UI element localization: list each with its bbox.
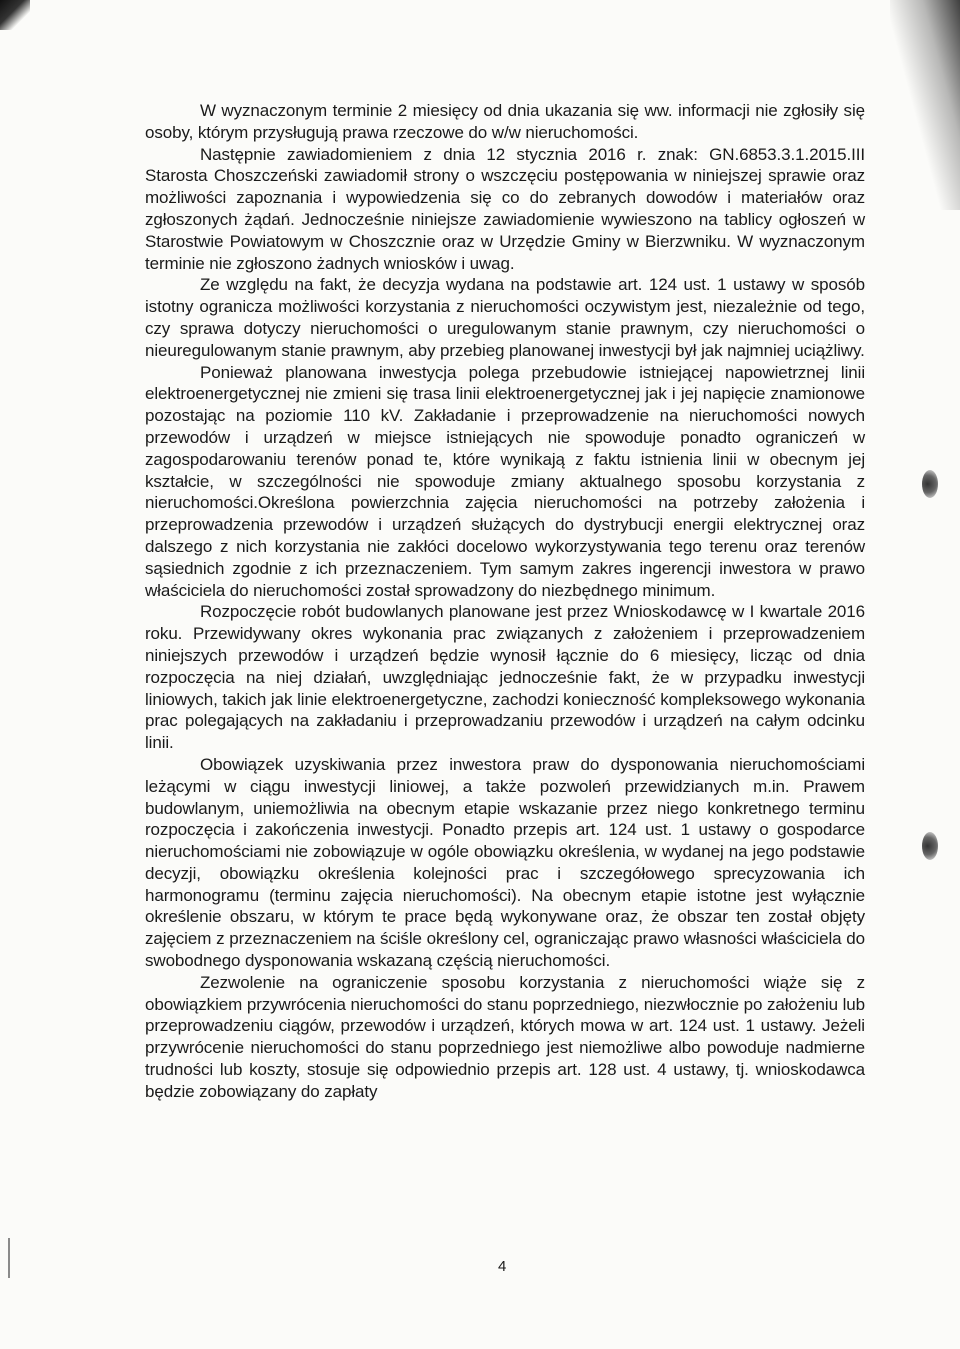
scan-corner-shadow <box>0 0 30 30</box>
page-number: 4 <box>498 1258 507 1275</box>
document-body <box>145 100 865 1103</box>
paragraph: Zezwolenie na ograniczenie sposobu korzystania z nieruchomości wiąże się z obowiązkiem przywrócenia nieruchomości do stanu poprzedniego, niezwłocznie po założeniu lub przeprowadzeniu ciągów, przewodów i urządzeń, których mowa w art. 124 ust. 1 ustawy. Jeżeli przywrócenie nieruchomości do stanu poprzedniego jest niemożliwe albo powoduje nadmierne trudności lub koszty, stosuje się odpowiednio przepis art. 128 ust. 4 ustawy, tj. wnioskodawca będzie zobowiązany do zapłaty <box>145 972 865 1101</box>
paragraph: Obowiązek uzyskiwania przez inwestora praw do dysponowania nieruchomościami leżącymi w ciągu inwestycji liniowej, a także pozwoleń przewidzianych m.in. Prawem budowlanym, uniemożliwia na obecnym etapie wskazanie przez niego konkretnego terminu rozpoczęcia i zakończenia inwestycji. Ponadto przepis art. 124 ust. 1 ustawy o gospodarce nieruchomościami nie zobowiązuje w ogóle obowiązku określenia, w wydanej na jego podstawie decyzji, obowiązku określenia kolejności prac i szczegółowego sprecyzowania ich harmonogramu (terminu zajęcia nieruchomości). Na obecnym etapie istotne jest wyłącznie określenie obszaru, w którym te prace będą wykonywane oraz, że obszar ten został objęty zajęciem z przeznaczeniem na ściśle określony cel, ograniczając prawo własności właściciela do swobodnego dysponowania wskazaną częścią nieruchomości. <box>145 754 865 971</box>
punch-hole-icon <box>922 470 938 498</box>
paragraph: Następnie zawiadomieniem z dnia 12 stycznia 2016 r. znak: GN.6853.3.1.2015.III Starosta Choszczeński zawiadomił strony o wszczęciu postępowania w niniejszej sprawie oraz możliwości zapoznania i wypowiedzenia się co do zebranych dowodów i materiałów oraz zgłoszonych żądań. Jednocześnie niniejsze zawiadomienie wywieszono na tablicy ogłoszeń w Starostwie Powiatowym w Choszcznie oraz w Urzędzie Gminy w Bierzwniku. W wyznaczonym terminie nie zgłoszono żadnych wniosków i uwag. <box>145 144 865 273</box>
margin-mark <box>8 1238 10 1278</box>
paragraph: W wyznaczonym terminie 2 miesięcy od dnia ukazania się ww. informacji nie zgłosiły się osoby, którym przysługują prawa rzeczowe do w/w nieruchomości. <box>145 101 865 142</box>
punch-hole-icon <box>922 832 938 860</box>
paragraph: Rozpoczęcie robót budowlanych planowane jest przez Wnioskodawcę w I kwartale 2016 roku. Przewidywany okres wykonania prac związanych z założeniem i przeprowadzeniem niniejszych przewodów i urządzeń będzie wynosił łącznie do 6 miesięcy, licząc od dnia rozpoczęcia na niej działań, uwzględniając jednocześnie fakt, że w przypadku inwestycji liniowych, takich jak linie elektroenergetyczne, zachodzi konieczność kompleksowego wykonania prac polegających na zakładaniu i przeprowadzaniu przewodów i urządzeń na całym odcinku linii. <box>145 602 865 753</box>
paragraph: Ze względu na fakt, że decyzja wydana na podstawie art. 124 ust. 1 ustawy w sposób istotny ogranicza możliwości korzystania z nieruchomości oczywistym jest, niezależnie od tego, czy sprawa dotyczy nieruchomości o uregulowanym stanie prawnym, czy nieruchomości o nieuregulowanym stanie prawnym, aby przebieg planowanej inwestycji był jak najmniej uciążliwy. <box>145 275 865 360</box>
scan-edge-shadow <box>890 0 960 210</box>
paragraph: Ponieważ planowana inwestycja polega przebudowie istniejącej napowietrznej linii elektroenergetycznej nie zmieni się trasa linii elektroenergetycznej jak i jej napięcie znamionowe pozostając na poziomie 110 kV. Zakładanie i przeprowadzenie na nieruchomości nowych przewodów i urządzeń w miejsce istniejących nie spowoduje ponadto ograniczeń w zagospodarowaniu terenów ponad te, które wynikają z faktu istnienia linii w obecnym jej kształcie, w szczególności nie spowoduje zmiany aktualnego sposobu korzystania z nieruchomości.Określona powierzchnia zajęcia nieruchomości na potrzeby założenia i przeprowadzenia przewodów i urządzeń służących do dystrybucji energii elektrycznej oraz dalszego z nich korzystania nie zakłóci docelowo wykorzystywania tego terenu oraz terenów sąsiednich zgodnie z ich przeznaczeniem. Tym samym zakres ingerencji inwestora w prawo właściciela do nieruchomości został sprowadzony do niezbędnego minimum. <box>145 362 865 600</box>
